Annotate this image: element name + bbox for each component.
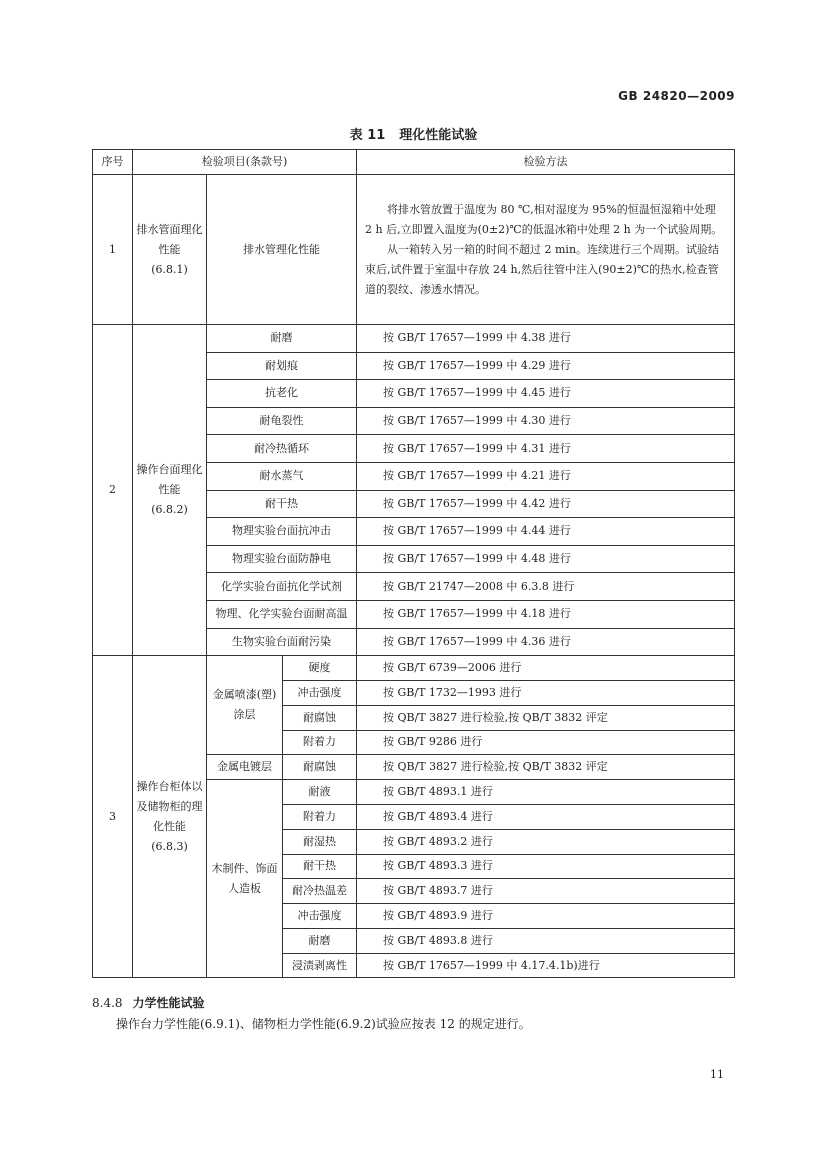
test-method: 按 GB/T 4893.8 进行 <box>357 928 735 953</box>
test-method: 按 GB/T 17657—1999 中 4.21 进行 <box>357 462 735 490</box>
header-no: 序号 <box>93 150 133 175</box>
test-method: 按 GB/T 17657—1999 中 4.45 进行 <box>357 380 735 408</box>
test-item: 耐冷热温差 <box>283 879 357 904</box>
category-label: 排水管面理化性能 <box>136 222 203 256</box>
group-category <box>133 656 207 978</box>
sub-category: 木制件、饰面人造板 <box>207 780 283 978</box>
category-label: 操作台面理化性能 <box>136 463 203 497</box>
section-title: 力学性能试验 <box>132 996 205 1010</box>
test-method: 按 GB/T 17657—1999 中 4.36 进行 <box>357 628 735 656</box>
test-method: 按 GB/T 4893.3 进行 <box>357 854 735 879</box>
test-item: 耐干热 <box>283 854 357 879</box>
test-item: 冲击强度 <box>283 904 357 929</box>
test-method: 按 GB/T 1732—1993 进行 <box>357 680 735 705</box>
table-header-row <box>93 150 735 175</box>
group-number: 3 <box>93 656 133 978</box>
test-method: 按 GB/T 17657—1999 中 4.31 进行 <box>357 435 735 463</box>
physicochemical-test-table <box>92 149 735 978</box>
test-method: 按 GB/T 4893.7 进行 <box>357 879 735 904</box>
method-paragraph: 从一箱转入另一箱的时间不超过 2 min。连续进行三个周期。试验结束后,试件置于室温中存放 24 h,然后往管中注入(90±2)℃的热水,检查管道的裂纹、渗透水情况。 <box>365 242 720 296</box>
group-number: 1 <box>93 175 133 325</box>
test-method: 按 GB/T 4893.9 进行 <box>357 904 735 929</box>
sub-category: 金属电镀层 <box>207 755 283 780</box>
page-number: 11 <box>710 1068 724 1081</box>
test-item: 耐干热 <box>207 490 357 518</box>
test-method: 按 GB/T 21747—2008 中 6.3.8 进行 <box>357 573 735 601</box>
test-item: 耐磨 <box>207 325 357 353</box>
test-item: 耐水蒸气 <box>207 462 357 490</box>
test-method: 按 GB/T 17657—1999 中 4.44 进行 <box>357 518 735 546</box>
test-method: 按 GB/T 6739—2006 进行 <box>357 656 735 681</box>
test-method: 按 QB/T 3827 进行检验,按 QB/T 3832 评定 <box>357 755 735 780</box>
test-item: 物理、化学实验台面耐高温 <box>207 600 357 628</box>
test-item: 物理实验台面抗冲击 <box>207 518 357 546</box>
header-method: 检验方法 <box>357 150 735 175</box>
table-caption <box>0 124 827 143</box>
test-item: 耐磨 <box>283 928 357 953</box>
test-item: 耐腐蚀 <box>283 705 357 730</box>
test-item: 附着力 <box>283 730 357 755</box>
test-method: 按 GB/T 17657—1999 中 4.30 进行 <box>357 407 735 435</box>
test-method: 按 GB/T 4893.1 进行 <box>357 780 735 805</box>
test-item: 生物实验台面耐污染 <box>207 628 357 656</box>
test-method: 按 GB/T 17657—1999 中 4.17.4.1b)进行 <box>357 953 735 978</box>
test-item: 浸渍剥离性 <box>283 953 357 978</box>
test-item: 附着力 <box>283 804 357 829</box>
test-method: 按 GB/T 17657—1999 中 4.42 进行 <box>357 490 735 518</box>
section-heading <box>92 994 205 1011</box>
group-category <box>133 175 207 325</box>
method-paragraph: 将排水管放置于温度为 80 ℃,相对湿度为 95%的恒温恒湿箱中处理 2 h 后,立即置入温度为(0±2)℃的低温冰箱中处理 2 h 为一个试验周期。 <box>365 202 723 236</box>
section-number: 8.4.8 <box>92 996 123 1010</box>
clause-number: (6.8.1) <box>151 262 188 276</box>
test-method: 按 GB/T 4893.2 进行 <box>357 829 735 854</box>
test-method: 按 GB/T 17657—1999 中 4.48 进行 <box>357 545 735 573</box>
test-method: 按 QB/T 3827 进行检验,按 QB/T 3832 评定 <box>357 705 735 730</box>
section-paragraph: 操作台力学性能(6.9.1)、储物柜力学性能(6.9.2)试验应按表 12 的规定进行。 <box>116 1017 531 1031</box>
table-caption-number: 表 11 <box>349 128 386 143</box>
test-method <box>357 175 735 325</box>
test-item: 耐龟裂性 <box>207 407 357 435</box>
test-item: 耐液 <box>283 780 357 805</box>
table-row <box>93 325 735 353</box>
sub-category: 金属喷漆(塑)涂层 <box>207 656 283 755</box>
test-item: 排水管理化性能 <box>207 175 357 325</box>
test-item: 耐腐蚀 <box>283 755 357 780</box>
test-item: 耐湿热 <box>283 829 357 854</box>
test-method: 按 GB/T 17657—1999 中 4.29 进行 <box>357 352 735 380</box>
table-row <box>93 656 735 681</box>
category-label: 操作台柜体以及储物柜的理化性能 <box>136 779 203 833</box>
test-item: 冲击强度 <box>283 680 357 705</box>
test-item: 硬度 <box>283 656 357 681</box>
test-method: 按 GB/T 4893.4 进行 <box>357 804 735 829</box>
test-item: 耐划痕 <box>207 352 357 380</box>
test-item: 物理实验台面防静电 <box>207 545 357 573</box>
header-item: 检验项目(条款号) <box>133 150 357 175</box>
test-item: 耐冷热循环 <box>207 435 357 463</box>
clause-number: (6.8.2) <box>151 503 188 517</box>
test-item: 抗老化 <box>207 380 357 408</box>
clause-number: (6.8.3) <box>151 839 188 853</box>
table-caption-title: 理化性能试验 <box>399 128 478 143</box>
group-number: 2 <box>93 325 133 656</box>
standard-number: GB 24820—2009 <box>618 89 735 103</box>
test-item: 化学实验台面抗化学试剂 <box>207 573 357 601</box>
group-category <box>133 325 207 656</box>
table-row <box>93 175 735 325</box>
test-method: 按 GB/T 17657—1999 中 4.18 进行 <box>357 600 735 628</box>
test-method: 按 GB/T 9286 进行 <box>357 730 735 755</box>
test-method: 按 GB/T 17657—1999 中 4.38 进行 <box>357 325 735 353</box>
